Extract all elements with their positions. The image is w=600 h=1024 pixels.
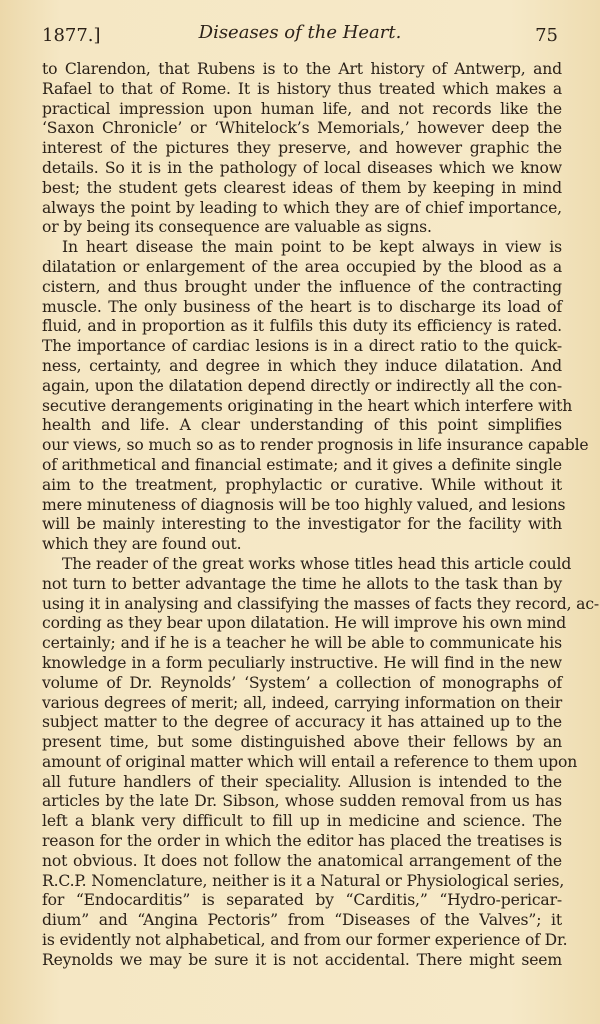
text-line: best; the student gets clearest ideas of them by keeping in mind <box>42 178 562 197</box>
text-line: or by being its consequence are valuable as signs. <box>42 218 432 237</box>
text-line: our views, so much so as to render prognosis in life insurance capable <box>42 436 589 455</box>
text-line: reason for the order in which the editor has placed the treatises is <box>42 832 562 851</box>
text-line: always the point by leading to which they are of chief importance, <box>42 198 562 217</box>
page-number: 75 <box>535 24 558 46</box>
text-line: Reynolds we may be sure it is not accidental. There might seem <box>42 950 562 969</box>
text-line: details. So it is in the pathology of local diseases which we know <box>42 158 562 177</box>
text-line: cistern, and thus brought under the influence of the contracting <box>42 277 562 296</box>
text-line: various degrees of merit; all, indeed, carrying information on their <box>42 693 562 712</box>
paragraph-start-line: The reader of the great works whose titles head this article could <box>62 554 572 573</box>
text-line: cording as they bear upon dilatation. He will improve his own mind <box>42 614 567 633</box>
header-title: Diseases of the Heart. <box>198 22 402 43</box>
text-line: not turn to better advantage the time he allots to the task than by <box>42 574 562 593</box>
text-line: again, upon the dilatation depend directly or indirectly all the con- <box>42 376 562 395</box>
header-year: 1877.] <box>42 24 101 46</box>
text-line: Rafael to that of Rome. It is history thus treated which makes a <box>42 79 562 98</box>
text-line: which they are found out. <box>42 535 242 554</box>
text-line: amount of original matter which will entail a reference to them upon <box>42 752 578 771</box>
text-line: not obvious. It does not follow the anatomical arrangement of the <box>42 851 562 870</box>
text-line: muscle. The only business of the heart is to discharge its load of <box>42 297 562 316</box>
text-line: mere minuteness of diagnosis will be too highly valued, and lesions <box>42 495 566 514</box>
text-line: subject matter to the degree of accuracy it has attained up to the <box>42 713 562 732</box>
text-line: practical impression upon human life, and not records like the <box>42 99 562 118</box>
text-line: articles by the late Dr. Sibson, whose sudden removal from us has <box>42 792 562 811</box>
text-line: health and life. A clear understanding of this point simplifies <box>42 416 562 435</box>
text-line: for “Endocarditis” is separated by “Carditis,” “Hydro-pericar- <box>42 891 562 910</box>
text-line: present time, but some distinguished above their fellows by an <box>42 733 562 752</box>
text-line: The importance of cardiac lesions is in a direct ratio to the quick- <box>42 337 562 356</box>
text-line: ‘Saxon Chronicle’ or ‘Whitelock’s Memorials,’ however deep the <box>42 119 562 138</box>
text-line: left a blank very difficult to fill up in medicine and science. The <box>42 812 562 831</box>
text-line: all future handlers of their speciality. Allusion is intended to the <box>42 772 562 791</box>
text-line: of arithmetical and financial estimate; and it gives a definite single <box>42 455 562 474</box>
text-line: interest of the pictures they preserve, and however graphic the <box>42 139 562 158</box>
text-line: ness, certainty, and degree in which they induce dilatation. And <box>42 356 562 375</box>
text-line: secutive derangements originating in the heart which interfere with <box>42 396 573 415</box>
text-line: aim to the treatment, prophylactic or curative. While without it <box>42 475 562 494</box>
text-line: knowledge in a form peculiarly instructive. He will find in the new <box>42 653 562 672</box>
text-line: certainly; and if he is a teacher he will be able to communicate his <box>42 634 562 653</box>
paragraph-start-line: In heart disease the main point to be kept always in view is <box>62 238 562 257</box>
text-line: dilatation or enlargement of the area occupied by the blood as a <box>42 257 562 276</box>
text-line: using it in analysing and classifying the masses of facts they record, ac- <box>42 594 600 613</box>
text-line: dium” and “Angina Pectoris” from “Diseases of the Valves”; it <box>42 911 562 930</box>
text-line: will be mainly interesting to the investigator for the facility with <box>42 515 562 534</box>
text-line: is evidently not alphabetical, and from our former experience of Dr. <box>42 931 568 950</box>
text-line: volume of Dr. Reynolds’ ‘System’ a collection of monographs of <box>42 673 562 692</box>
text-line: fluid, and in proportion as it fulfils this duty its efficiency is rated. <box>42 317 562 336</box>
text-line: to Clarendon, that Rubens is to the Art history of Antwerp, and <box>42 60 562 78</box>
body-text <box>42 60 600 971</box>
running-header <box>42 22 558 48</box>
text-line: R.C.P. Nomenclature, neither is it a Natural or Physiological series, <box>42 871 565 890</box>
